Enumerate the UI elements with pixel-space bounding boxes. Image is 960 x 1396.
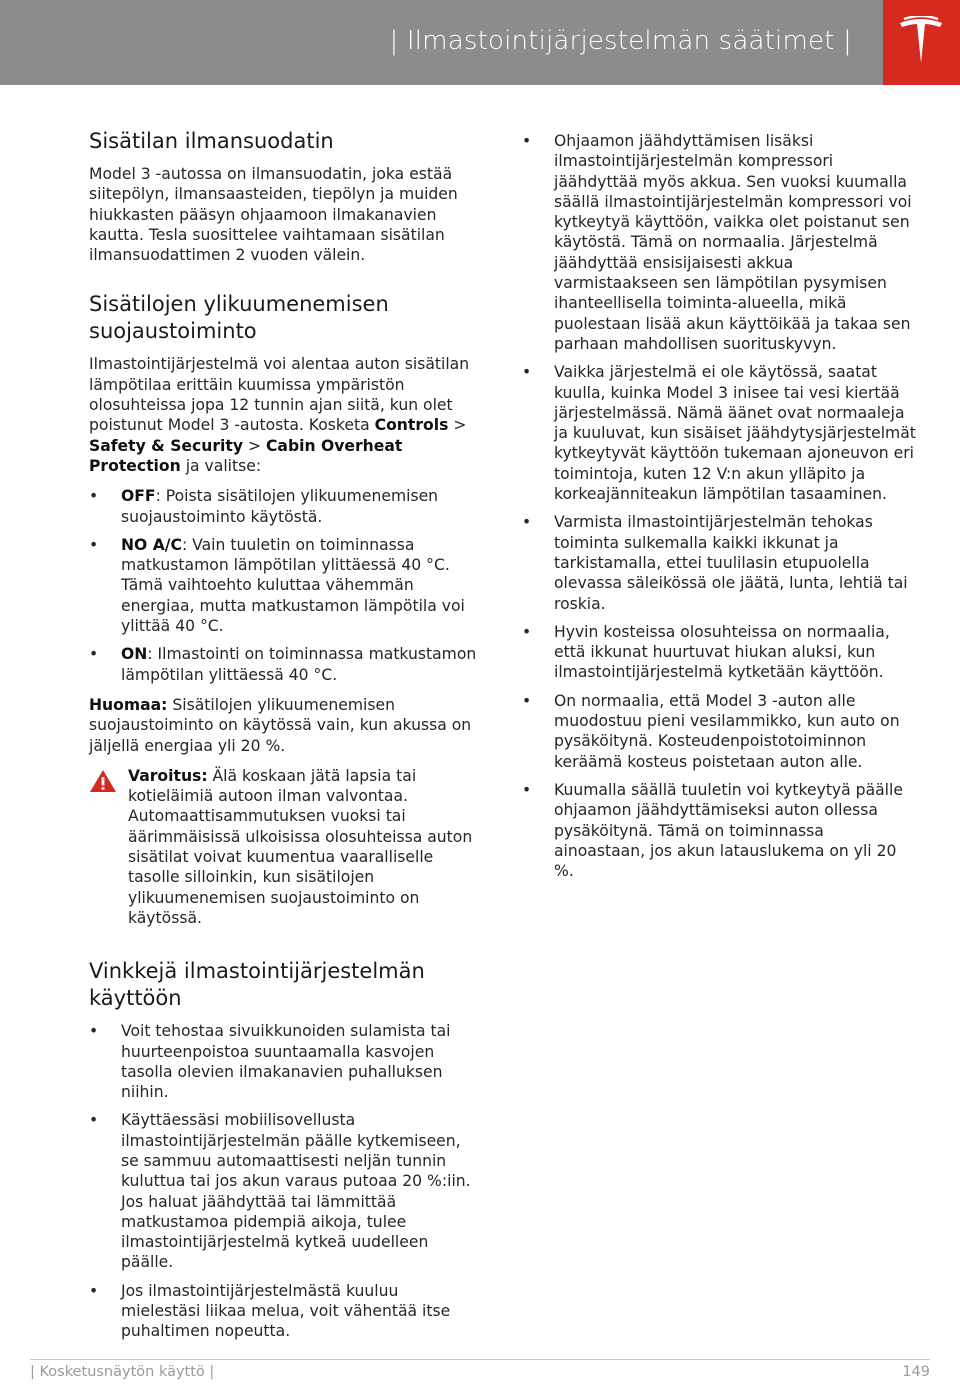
bullet: • (522, 691, 532, 710)
heading-cabin-air-filter: Sisätilan ilmansuodatin (89, 129, 334, 153)
tip-text: Vaikka järjestelmä ei ole käytössä, saatat kuulla, kuinka Model 3 inisee tai vesi kiertää järjestelmässä. Nämä äänet ovat normaaleja ja kuuluvat, kun sisäiset jäähdytysjärjestelmät kytkeytyvät käyttöön tukemaan ajoneuvon eri toimintoja, kuten 12 V:n akun ylläpito ja korkeajänniteakun lämpötilan tasaaminen. (554, 363, 916, 504)
option-off (89, 486, 481, 527)
note-text: Sisätilojen ylikuumenemisen suojaustoiminto on käytössä vain, kun akussa on jäljellä energiaa yli 20 %. (89, 695, 472, 755)
bullet: • (89, 645, 99, 664)
bullet: • (89, 487, 99, 506)
list-item (522, 780, 917, 881)
tesla-logo-icon (898, 16, 944, 66)
option-text: : Poista sisätilojen ylikuumenemisen suojaustoiminto käytöstä. (121, 487, 439, 526)
note-label: Huomaa: (89, 695, 168, 714)
option-text: : Ilmastointi on toiminnassa matkustamon lämpötilan ylittäessä 40 °C. (121, 645, 477, 684)
section-title: | Ilmastointijärjestelmän säätimet | (389, 26, 852, 56)
bullet: • (522, 622, 532, 641)
path-separator: > (448, 416, 467, 435)
warning-icon (89, 769, 117, 793)
list-item (522, 622, 917, 683)
option-on (89, 644, 481, 685)
option-text: : Vain tuuletin on toiminnassa matkustamon lämpötilan ylittäessä 40 °C. Tämä vaihtoehto kuluttaa vähemmän energiaa, mutta matkustamon lämpötila voi ylittää 40 °C. (121, 535, 465, 636)
list-item (89, 1021, 481, 1102)
option-label: NO A/C (121, 535, 182, 554)
warning-block (89, 766, 481, 928)
path-separator: > (243, 436, 266, 455)
list-item (522, 691, 917, 772)
cabin-air-filter-text: Model 3 -autossa on ilmansuodatin, joka estää siitepölyn, ilmansaasteiden, tiepölyn ja muiden hiukkasten pääsyn ohjaamoon ilmakanavien kautta. Tesla suosittelee vaihtamaan sisätilan ilmansuodattimen 2 vuoden välein. (89, 165, 458, 265)
option-label: ON (121, 645, 148, 664)
overheat-intro-text: Ilmastointijärjestelmä voi alentaa auton sisätilan lämpötilaa erittäin kuumissa ympäristön olosuhteissa jopa 12 tunnin ajan siitä, kun olet poistunut Model 3 -autosta. Kosketa (89, 355, 470, 435)
tips-list-left (89, 1021, 481, 1341)
page-number: 149 (902, 1364, 930, 1380)
bullet: • (522, 780, 532, 799)
list-item (522, 512, 917, 613)
bullet: • (89, 1281, 99, 1300)
tip-text: Varmista ilmastointijärjestelmän tehokas toiminta sulkemalla kaikki ikkunat ja tarkistamalla, ettei tuulilasin etupuolella olevassa säleikössä ole jäätä, lunta, lehtiä tai roskia. (554, 513, 908, 613)
page-header (0, 0, 960, 85)
tip-text: On normaalia, että Model 3 -auton alle muodostuu pieni vesilammikko, kun auto on pysäköitynä. Kosteudenpoistotoiminnon keräämä kosteus poistetaan auton alle. (554, 691, 900, 771)
tip-text: Kuumalla säällä tuuletin voi kytkeytyä päälle ohjaamon jäähdyttämiseksi auton ollessa pysäköitynä. Tämä on toiminnassa ainoastaan, jos akun latauslukema on yli 20 %. (554, 780, 903, 881)
tip-text: Käyttäessäsi mobiilisovellusta ilmastointijärjestelmän päälle kytkemiseen, se sammuu automaattisesti neljän tunnin kuluttua tai jos akun varaus putoaa 20 %:iin. Jos haluat jäähdyttää tai lämmittää matkustamoa pidempiä aikoja, tulee ilmastointijärjestelmä kytkeä uudelleen päälle. (121, 1111, 471, 1272)
footer-chapter: | Kosketusnäytön käyttö | (30, 1364, 215, 1380)
path-safety-security: Safety & Security (89, 436, 243, 455)
note (89, 695, 481, 756)
heading-tips: Vinkkejä ilmastointijärjestelmän käyttöön (89, 959, 425, 1011)
bullet: • (89, 1111, 99, 1130)
bullet: • (89, 535, 99, 554)
warning-label: Varoitus: (128, 766, 208, 785)
warning-text: Älä koskaan jätä lapsia tai kotieläimiä autoon ilman valvontaa. Automaattisammutuksen vuoksi tai äärimmäisissä ulkoisissa olosuhteissa auton sisätilat voivat kuumentua vaaralliselle tasolle silloinkin, kun sisätilojen ylikuumenemisen suojaustoiminto on käytössä. (128, 766, 473, 927)
overheat-options-list (89, 486, 481, 685)
left-column (89, 128, 481, 1352)
overheat-intro (89, 354, 481, 476)
tip-text: Voit tehostaa sivuikkunoiden sulamista tai huurteenpoistoa suuntaamalla kasvojen tasolla olevien ilmakanavien puhalluksen niihin. (121, 1022, 451, 1102)
bullet: • (89, 1022, 99, 1041)
path-controls: Controls (374, 416, 449, 435)
bullet: • (522, 363, 532, 382)
bullet: • (522, 132, 532, 150)
tip-text: Ohjaamon jäähdyttämisen lisäksi ilmastointijärjestelmän kompressori jäähdyttää myös akkua. Sen vuoksi kuumalla säällä ilmastointijärjestelmän kompressori voi kytkeytyä käyttöön, vaikka olet poistanut sen käytöstä. Tämä on normaalia. Järjestelmä jäähdyttää ensisijaisesti akkua varmistaakseen sen lämpötilan pysymisen ihanteellisella toiminta-alueella, mikä puolestaan lisää akun käyttöikää ja takaa sen parhaan mahdollisen suorituskyvyn. (554, 132, 912, 353)
bullet: • (522, 513, 532, 532)
list-item (522, 131, 917, 354)
list-item (522, 362, 917, 504)
option-no-ac (89, 535, 481, 636)
option-label: OFF (121, 487, 156, 506)
tip-text: Jos ilmastointijärjestelmästä kuuluu mielestäsi liikaa melua, voit vähentää itse puhaltimen nopeutta. (121, 1281, 451, 1341)
tesla-logo (883, 0, 960, 85)
list-item (89, 1110, 481, 1272)
list-item (89, 1281, 481, 1342)
overheat-outro-text: ja valitse: (180, 456, 262, 475)
right-column (522, 131, 917, 891)
tips-list-right (522, 131, 917, 881)
tip-text: Hyvin kosteissa olosuhteissa on normaalia, että ikkunat huurtuvat hiukan aluksi, kun ilmastointijärjestelmä kytketään käyttöön. (554, 622, 890, 682)
path-cabin-overheat: Cabin Overheat Protection (89, 436, 403, 475)
heading-cabin-overheat-protection: Sisätilojen ylikuumenemisen suojaustoiminto (89, 292, 389, 344)
footer-divider (30, 1359, 930, 1360)
